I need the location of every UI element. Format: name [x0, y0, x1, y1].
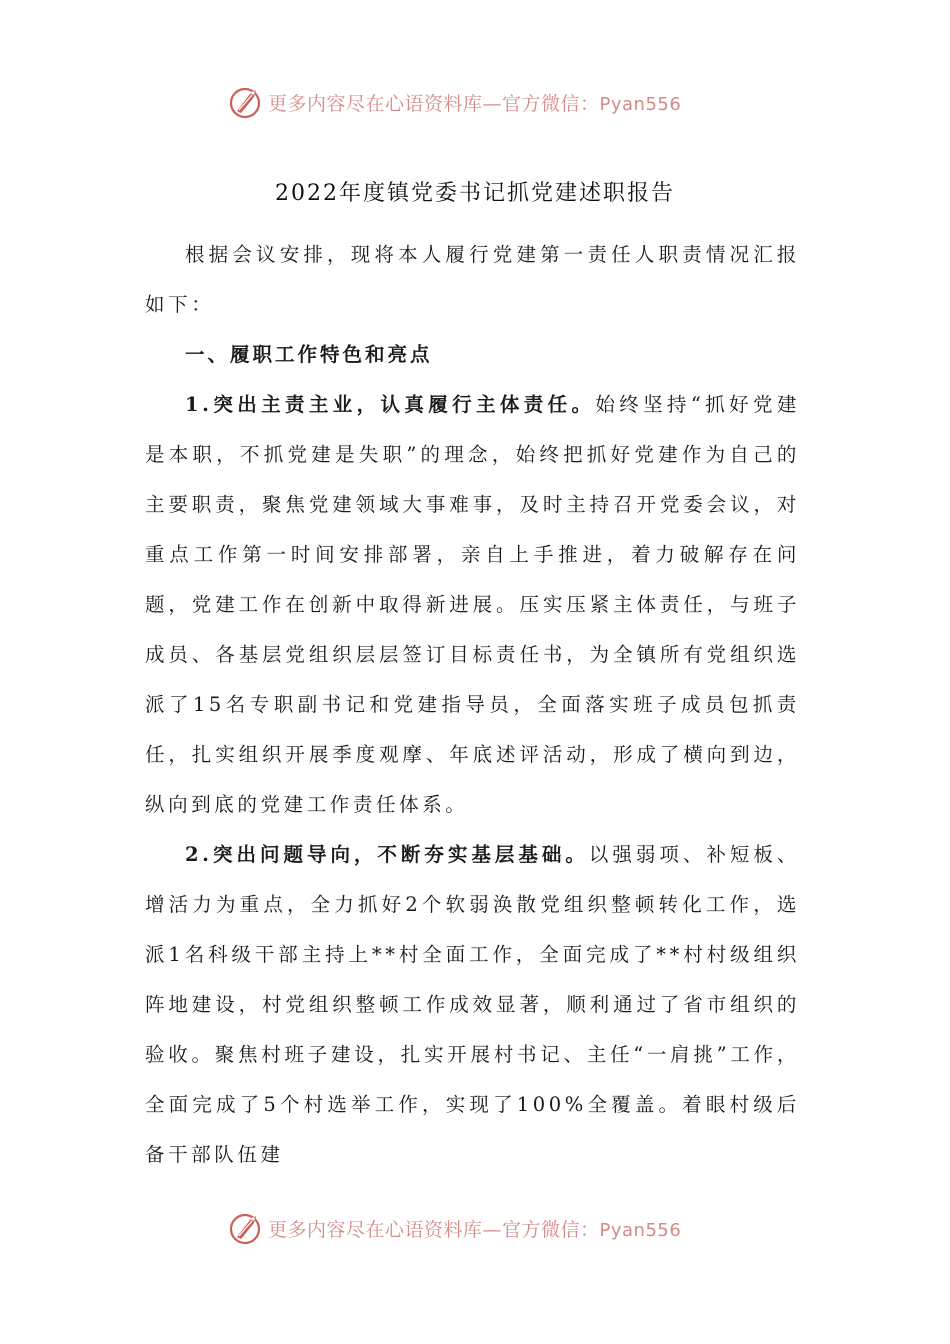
watermark-banner-bottom	[228, 1208, 748, 1248]
item-1-paragraph	[145, 380, 800, 830]
watermark-text: 更多内容尽在心语资料库—官方微信：	[268, 1218, 600, 1241]
document-body	[145, 230, 800, 1180]
document-title: 2022年度镇党委书记抓党建述职报告	[275, 181, 675, 206]
watermark-banner-top	[228, 82, 748, 122]
item-1-body: 始终坚持“抓好党建是本职，不抓党建是失职”的理念，始终把抓好党建作为自己的主要职责，聚焦党建领域大事难事，及时主持召开党委会议，对重点工作第一时间安排部署，亲自上手推进，着力破解存在问题，党建工作在创新中取得新进展。压实压紧主体责任，与班子成员、各基层党组织层层签订目标责任书，为全镇所有党组织选派了15名专职副书记和党建指导员，全面落实班子成员包抓责任，扎实组织开展季度观摩、年底述评活动，形成了横向到边，纵向到底的党建工作责任体系。	[145, 393, 800, 816]
pen-nib-logo-icon	[228, 1210, 264, 1246]
watermark-wechat-id: Pyan556	[599, 93, 682, 115]
watermark-text: 更多内容尽在心语资料库—官方微信：	[268, 92, 600, 115]
item-2-lead: 2.突出问题导向，不断夯实基层基础。	[185, 843, 589, 866]
watermark-wechat-id: Pyan556	[599, 1219, 682, 1241]
item-1-lead: 1.突出主责主业，认真履行主体责任。	[185, 393, 596, 416]
pen-nib-logo-icon	[228, 84, 264, 120]
section-heading: 一、履职工作特色和亮点	[185, 343, 433, 366]
intro-paragraph: 根据会议安排，现将本人履行党建第一责任人职责情况汇报如下：	[145, 243, 800, 316]
item-2-body: 以强弱项、补短板、增活力为重点，全力抓好2个软弱涣散党组织整顿转化工作，选派1名科级干部主持上**村全面工作，全面完成了**村村级组织阵地建设，村党组织整顿工作成效显著，顺利通过了省市组织的验收。聚焦村班子建设，扎实开展村书记、主任“一肩挑”工作，全面完成了5个村选举工作，实现了100%全覆盖。着眼村级后备干部队伍建	[145, 843, 800, 1166]
item-2-paragraph	[145, 830, 800, 1180]
